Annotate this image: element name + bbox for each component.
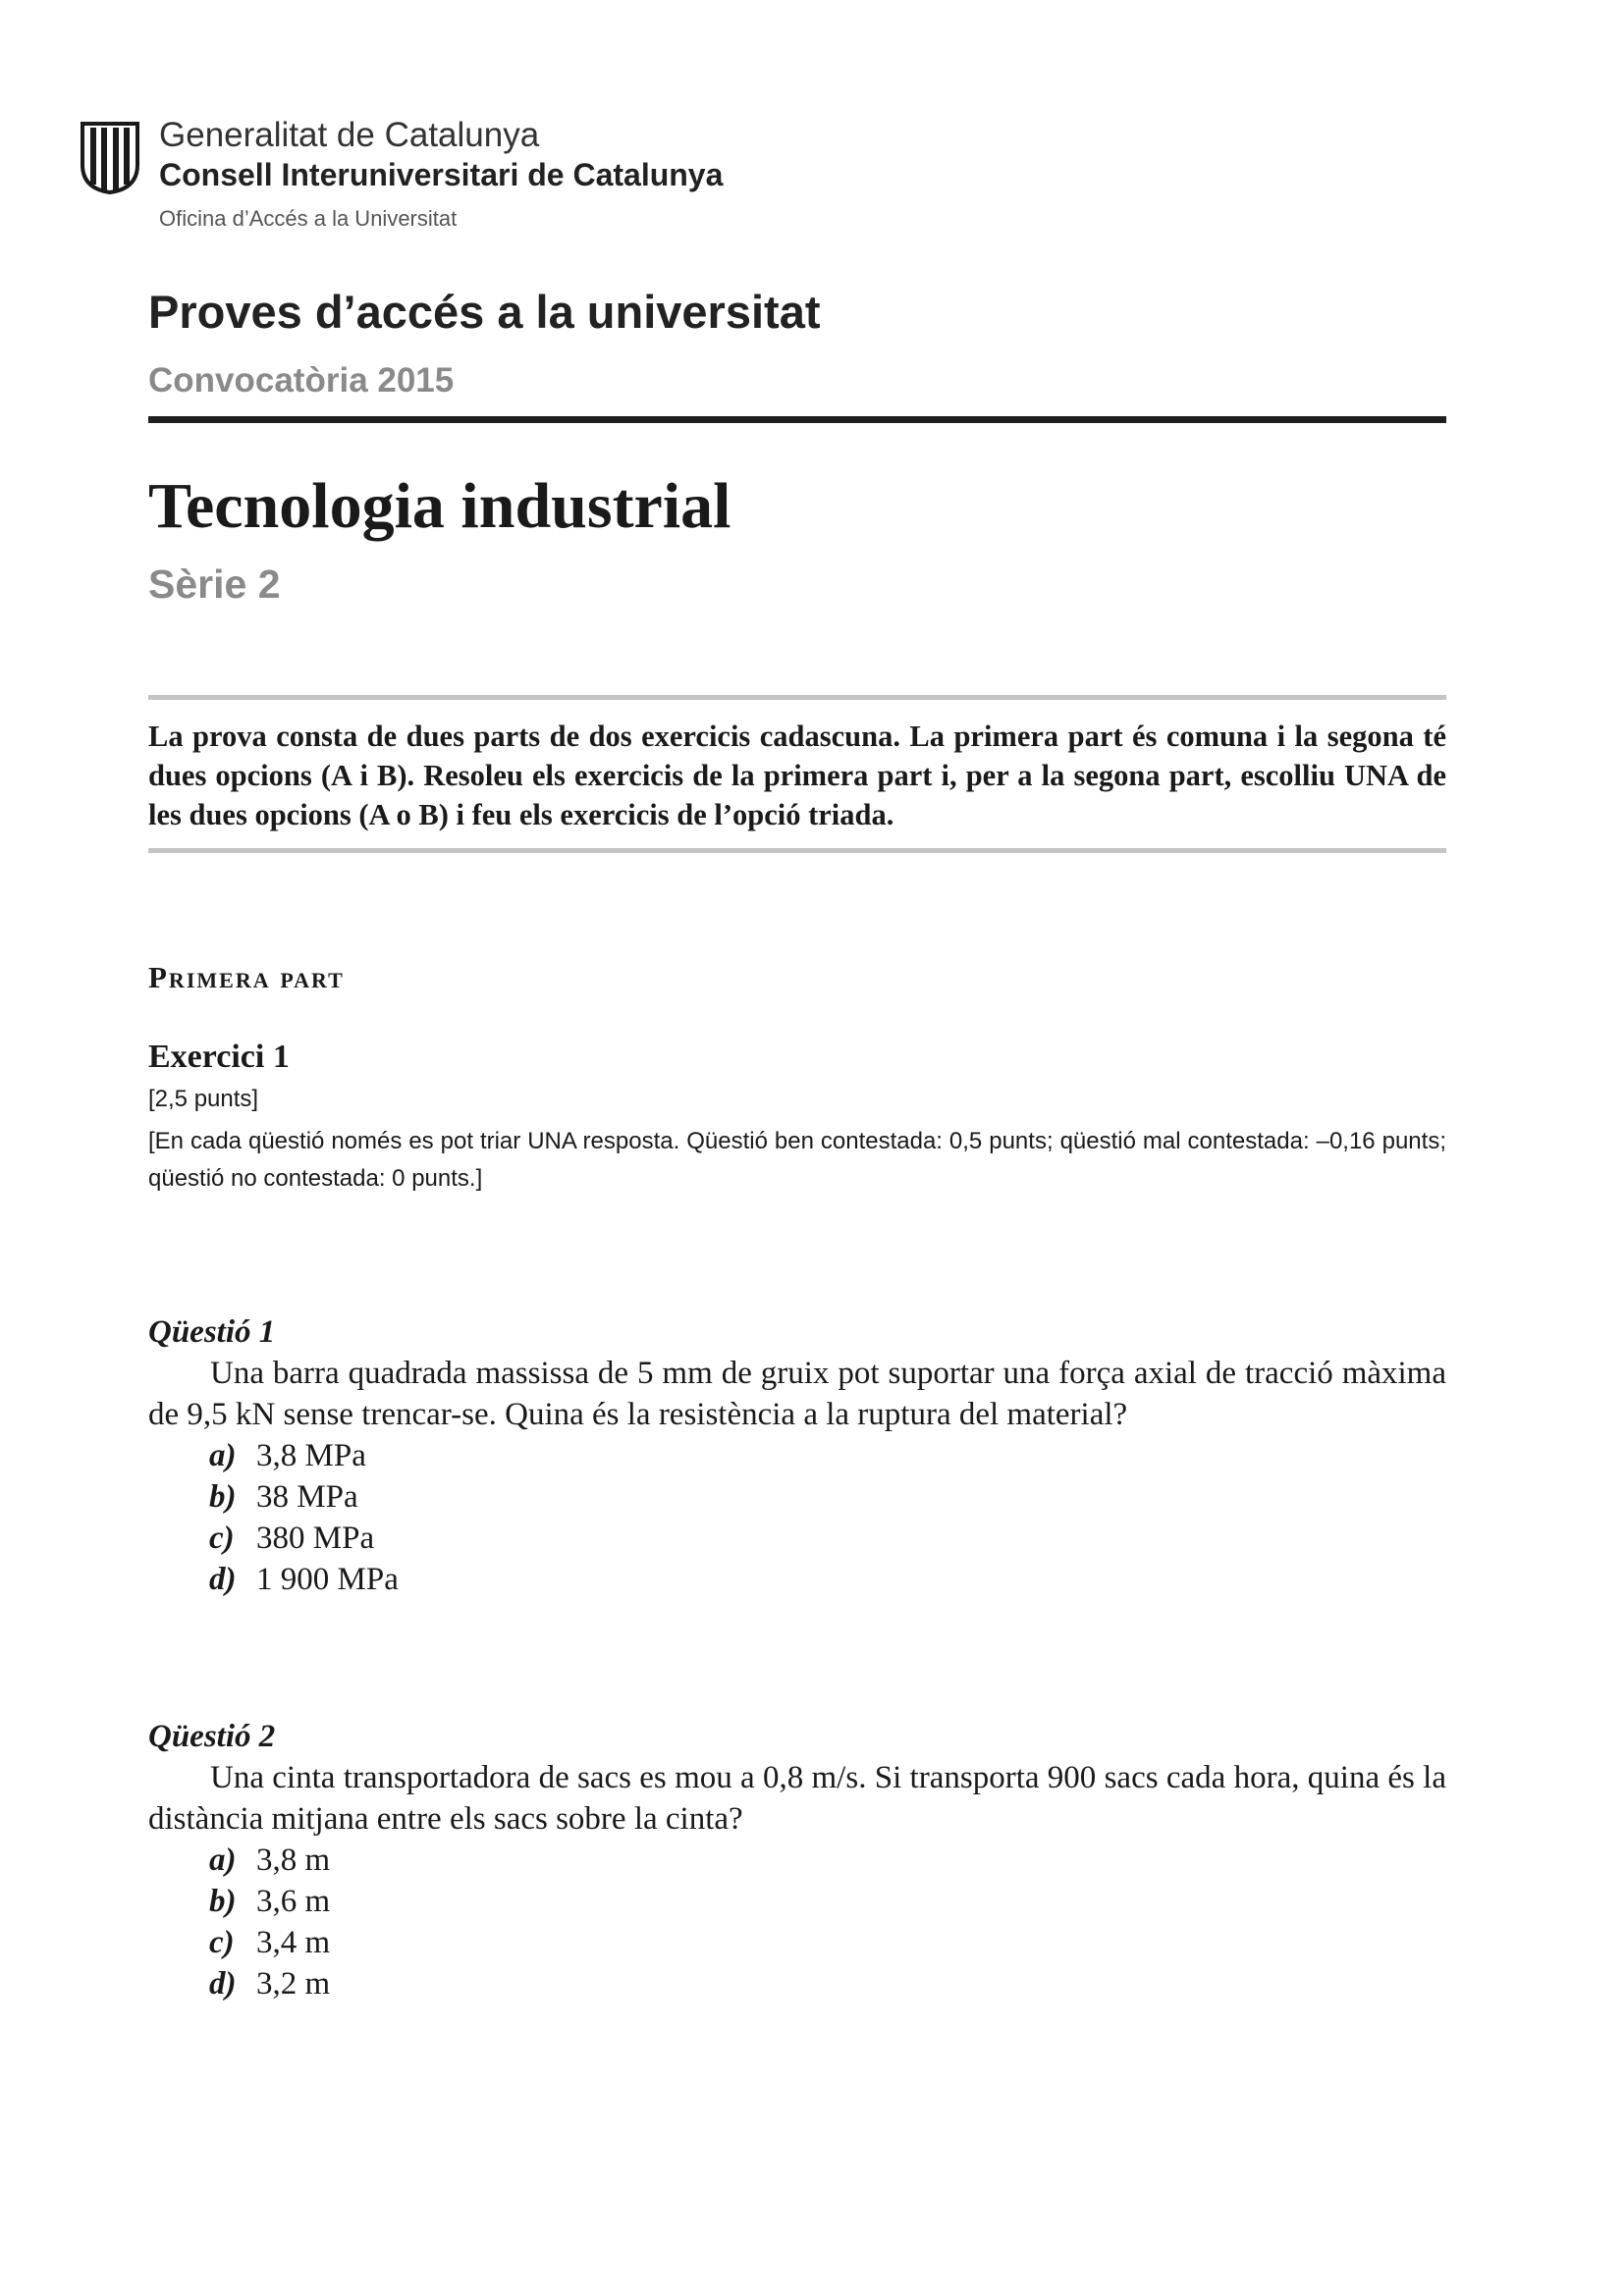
exam-title: Proves d’accés a la universitat (148, 286, 821, 338)
answer-option-c (209, 1922, 1446, 1963)
exam-call: Convocatòria 2015 (148, 361, 455, 400)
instructions-top-divider (148, 695, 1446, 700)
part-heading: Primera part (148, 960, 345, 994)
subject-title: Tecnologia industrial (148, 470, 731, 542)
option-text: 3,8 m (256, 1842, 331, 1878)
option-text: 3,8 MPa (256, 1438, 366, 1473)
header-divider (148, 416, 1446, 423)
org-name-consell: Consell Interuniversitari de Catalunya (159, 157, 724, 192)
option-letter: b) (209, 1884, 237, 1919)
answer-option-b (209, 1476, 1446, 1518)
question-title: Qüestió 1 (148, 1314, 276, 1350)
option-text: 3,4 m (256, 1925, 331, 1960)
option-text: 38 MPa (256, 1479, 358, 1515)
question-1 (148, 1311, 1446, 1600)
org-name-generalitat: Generalitat de Catalunya (159, 116, 540, 154)
option-letter: d) (209, 1562, 237, 1597)
answer-option-d (209, 1559, 1446, 1600)
answer-option-a (209, 1435, 1446, 1476)
option-letter: d) (209, 1966, 237, 2002)
question-text: Una barra quadrada massissa de 5 mm de gruix pot suportar una força axial de tracció màxima de 9,5 kN sense trencar-se. Quina és la resistència a la ruptura del material? (148, 1356, 1446, 1432)
answer-options (209, 1840, 1446, 2004)
option-letter: a) (209, 1438, 237, 1473)
exercise-rules: [En cada qüestió només es pot triar UNA resposta. Qüestió ben contestada: 0,5 punts; qüestió mal contestada: –0,16 punts; qüestió no contestada: 0 punts.] (148, 1128, 1446, 1192)
option-letter: b) (209, 1479, 237, 1515)
option-letter: c) (209, 1521, 235, 1556)
answer-option-b (209, 1881, 1446, 1922)
series-label: Sèrie 2 (148, 561, 281, 607)
instructions-text: La prova consta de dues parts de dos exercicis cadascuna. La primera part és comuna i la segona té dues opcions (A i B). Resoleu els exercicis de la primera part i, per a la segona part, escolliu UNA de les dues opcions (A o B) i feu els exercicis de l’opció triada. (148, 720, 1446, 831)
exercise-title: Exercici 1 (148, 1039, 290, 1075)
option-text: 380 MPa (256, 1521, 375, 1556)
option-text: 3,2 m (256, 1966, 331, 2002)
question-2 (148, 1716, 1446, 2004)
answer-options (209, 1435, 1446, 1600)
exercise-points: [2,5 punts] (148, 1086, 259, 1112)
option-text: 3,6 m (256, 1884, 331, 1919)
answer-option-c (209, 1518, 1446, 1559)
option-text: 1 900 MPa (256, 1562, 399, 1597)
instructions-bottom-divider (148, 848, 1446, 853)
org-name-oficina: Oficina d’Accés a la Universitat (159, 206, 458, 231)
option-letter: c) (209, 1925, 235, 1960)
question-text: Una cinta transportadora de sacs es mou a 0,8 m/s. Si transporta 900 sacs cada hora, quina és la distància mitjana entre els sacs sobre la cinta? (148, 1760, 1446, 1837)
answer-option-a (209, 1840, 1446, 1881)
answer-option-d (209, 1963, 1446, 2004)
question-title: Qüestió 2 (148, 1719, 276, 1754)
catalan-shield-icon (79, 120, 141, 194)
institution-header (79, 116, 785, 234)
option-letter: a) (209, 1842, 237, 1878)
